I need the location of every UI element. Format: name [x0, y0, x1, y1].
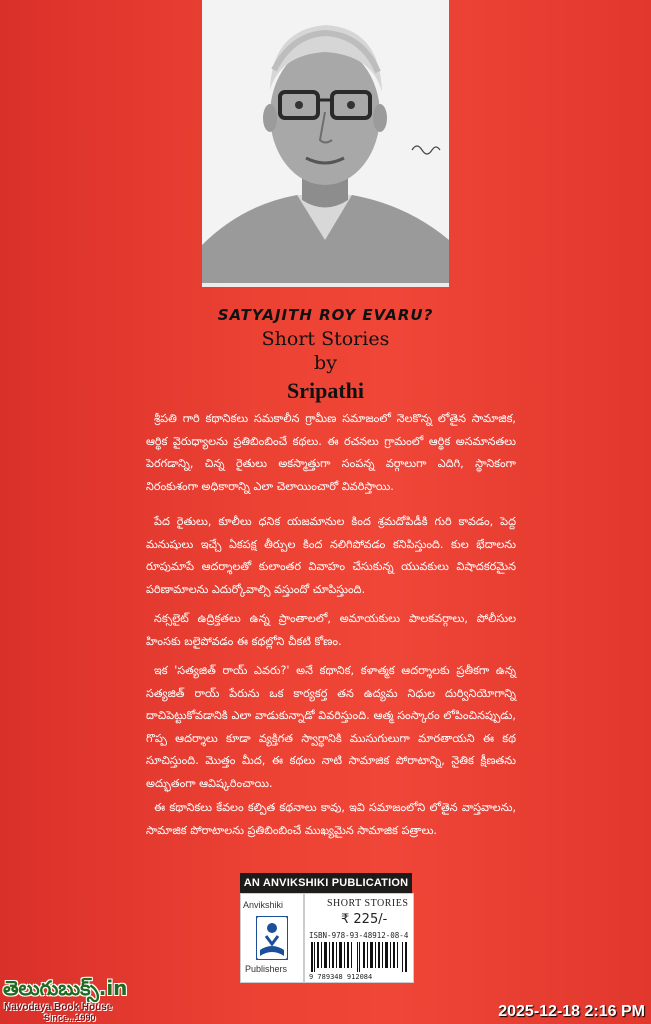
book-subtitle: Short Stories — [261, 328, 390, 350]
store-watermark: తెలుగుబుక్స్.in — [3, 976, 128, 1000]
publisher-logo-name: Anvikshiki — [243, 900, 284, 910]
barcode-icon — [311, 942, 407, 972]
store-watermark-sub: Navodaya Book House — [4, 1002, 113, 1013]
publication-band: AN ANVIKSHIKI PUBLICATION — [240, 873, 412, 893]
barcode-number: 9 789348 912084 — [309, 973, 373, 981]
book-title: SATYAJITH ROY EVARU? — [217, 306, 434, 324]
description-paragraph: ఇక 'సత్యజిత్ రాయ్ ఎవరు?' అనే కథానిక, కళాత్మక ఆదర్శాలకు ప్రతీకగా ఉన్న సత్యజిత్ రాయ్ పేరును ఒక కార్యకర్త తన ఉద్యమ నిధుల దుర్వినియోగాన్ని దాచిపెట్టుకోవడానికి ఎలా వాడుకున్నాడో వివరిస్తుంది. ఆత్మ సంస్కారం లోపించినప్పుడు, గొప్ప ఆదర్శాలు కూడా వ్యక్తిగత స్వార్థానికి ముసుగులుగా మారతాయని ఈ కథ సూచిస్తుంది. మొత్తం మీద, ఈ కథలు నాటి సామాజిక పోరాటాన్ని, నైతిక క్షీణతను అద్భుతంగా ఆవిష్కరించాయి. — [146, 664, 516, 790]
isbn-label: ISBN-978-93-48912-08-4 — [309, 931, 409, 940]
genre-label: SHORT STORIES — [327, 898, 409, 909]
description-paragraph: నక్సలైట్ ఉద్రిక్తతలు ఉన్న ప్రాంతాలలో, అమాయకులు పాలకవర్గాలు, పోలీసుల హింసకు బలైపోవడం ఈ కథల్లోని చీకటి కోణం. — [146, 612, 516, 648]
author-name: Sripathi — [286, 378, 365, 403]
barcode-panel — [304, 893, 414, 983]
photo-timestamp: 2025-12-18 2:16 PM — [498, 1003, 645, 1020]
description-paragraph: శ్రీపతి గారి కథానికలు సమకాలీన గ్రామీణ సమాజంలో నెలకొన్న లోతైన సామాజిక, ఆర్థిక వైరుధ్యాలను ప్రతిబింబించే కథలు. ఈ రచనలు గ్రామంలో ఆర్థిక అసమానతలు పెరగడాన్ని, చిన్న రైతులు అకస్మాత్తుగా సంపన్న వర్గాలుగా ఎదిగి, స్థానికంగా నిరంకుశంగా అధికారాన్ని ఎలా చెలాయించారో వివరిస్తాయి. — [146, 412, 516, 493]
price-label: ₹ 225/- — [341, 912, 388, 927]
author-portrait — [202, 0, 449, 287]
book-reader-icon — [256, 916, 288, 960]
publisher-logo-sub: Publishers — [245, 964, 288, 974]
by-label: by — [314, 352, 337, 374]
store-watermark-since: Since...1990 — [44, 1013, 96, 1023]
publisher-logo — [240, 893, 304, 983]
description-paragraph: పేద రైతులు, కూలీలు ధనిక యజమానుల కింద శ్రమదోపిడీకి గురి కావడం, పెద్ద మనుషులు ఇచ్చే ఏకపక్ష తీర్పుల కింద నలిగిపోవడం కనిపిస్తుంది. కుల భేదాలను రూపుమాపే ఆదర్శాలతో కులాంతర వివాహం చేసుకున్న యువకులు విషాదకరమైన పరిణామాలను ఎదుర్కోవాల్సి వస్తుందో చూపిస్తుంది. — [146, 515, 516, 596]
description-paragraph: ఈ కథానికలు కేవలం కల్పిత కథనాలు కావు, ఇవి సమాజంలోని లోతైన వాస్తవాలను, సామాజిక పోరాటాలను ప్రతిబింబించే ముఖ్యమైన సామాజిక పత్రాలు. — [146, 801, 516, 837]
